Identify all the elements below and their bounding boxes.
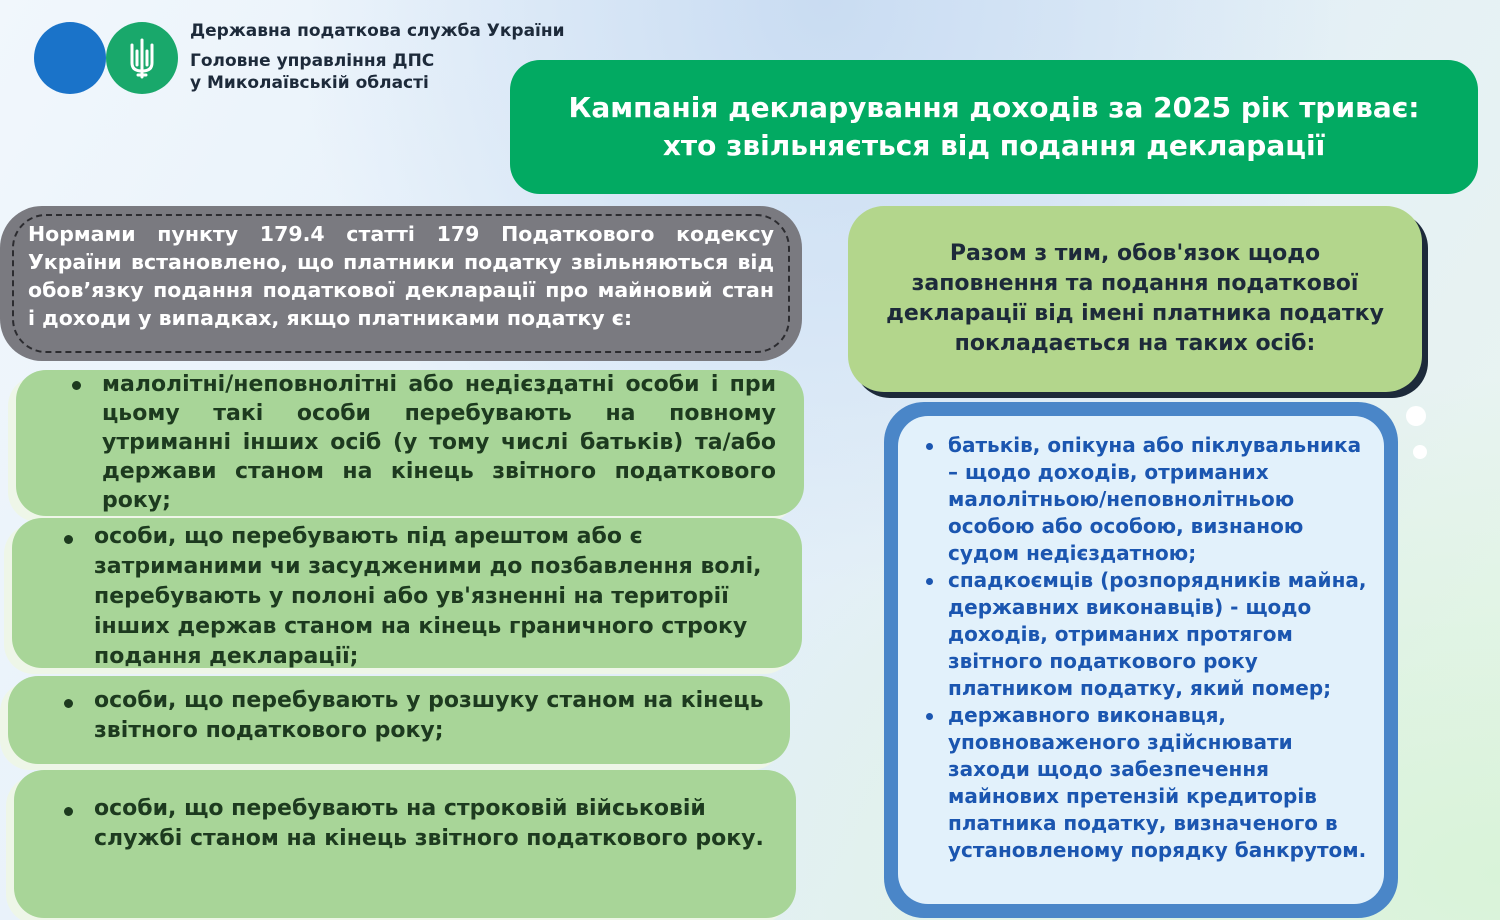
page-title	[510, 60, 1478, 194]
exempt-card-1	[16, 370, 804, 516]
exempt-item-4: особи, що перебувають на строковій військовій службі станом на кінець звітного податкового року.	[58, 794, 772, 854]
intro-text: Нормами пункту 179.4 статті 179 Податкового кодексу України встановлено, що платники податку звільняються від обов’язку подання податкової декларації про майновий стан і доходи у випадках, якщо платниками податку є:	[12, 214, 790, 353]
exempt-card-2	[12, 518, 802, 668]
trident-icon	[126, 37, 158, 79]
responsible-item-2: спадкоємців (розпорядників майна, державних виконавців) - щодо доходів, отриманих протягом звітного податкового року платником податку, який помер;	[918, 567, 1370, 702]
responsibility-line-3: декларації від імені платника податку	[886, 301, 1384, 326]
title-line-2: хто звільняється від подання декларації	[662, 129, 1326, 162]
exempt-item-1: малолітні/неповнолітні або недієздатні особи і при цьому такі особи перебувають на повному утриманні інших осіб (у тому числі батьків) та/або держави станом на кінець звітного податкового року;	[66, 370, 776, 515]
exempt-card-3	[8, 676, 790, 764]
responsible-item-3: державного виконавця, уповноваженого здійснювати заходи щодо забезпечення майнових претензій кредиторів платника податку, визначеного в установленому порядку банкрутом.	[918, 702, 1370, 864]
responsible-list	[898, 416, 1384, 904]
agency-line-1: Державна податкова служба України	[190, 21, 565, 41]
logo-emblem	[106, 22, 178, 94]
responsible-item-1: батьків, опікуна або піклувальника – щодо доходів, отриманих малолітньою/неповнолітньою особою або особою, визнаною судом недієздатною;	[918, 432, 1370, 567]
responsibility-line-1: Разом з тим, обов'язок щодо	[949, 241, 1321, 266]
responsibility-line-4: покладається на таких осіб:	[954, 331, 1316, 356]
logo-blue-circle	[34, 22, 106, 94]
title-line-1: Кампанія декларування доходів за 2025 рік триває:	[568, 91, 1420, 124]
agency-line-3: у Миколаївській області	[190, 73, 429, 93]
exempt-item-3: особи, що перебувають у розшуку станом на кінець звітного податкового року;	[58, 686, 766, 746]
responsibility-line-2: заповнення та подання податкової	[911, 271, 1359, 296]
exempt-item-2: особи, що перебувають під арештом або є затриманими чи засудженими до позбавлення волі, перебувають у полоні або ув'язненні на території інших держав станом на кінець граничного строку подання декларації;	[58, 522, 778, 672]
responsibility-box	[848, 206, 1422, 392]
decor-dot	[1406, 406, 1426, 426]
agency-name	[190, 20, 565, 94]
responsible-list-box	[884, 402, 1398, 918]
decor-dot	[1413, 445, 1427, 459]
exempt-card-4	[14, 770, 796, 918]
agency-line-2: Головне управління ДПС	[190, 51, 435, 71]
intro-box	[0, 206, 802, 361]
